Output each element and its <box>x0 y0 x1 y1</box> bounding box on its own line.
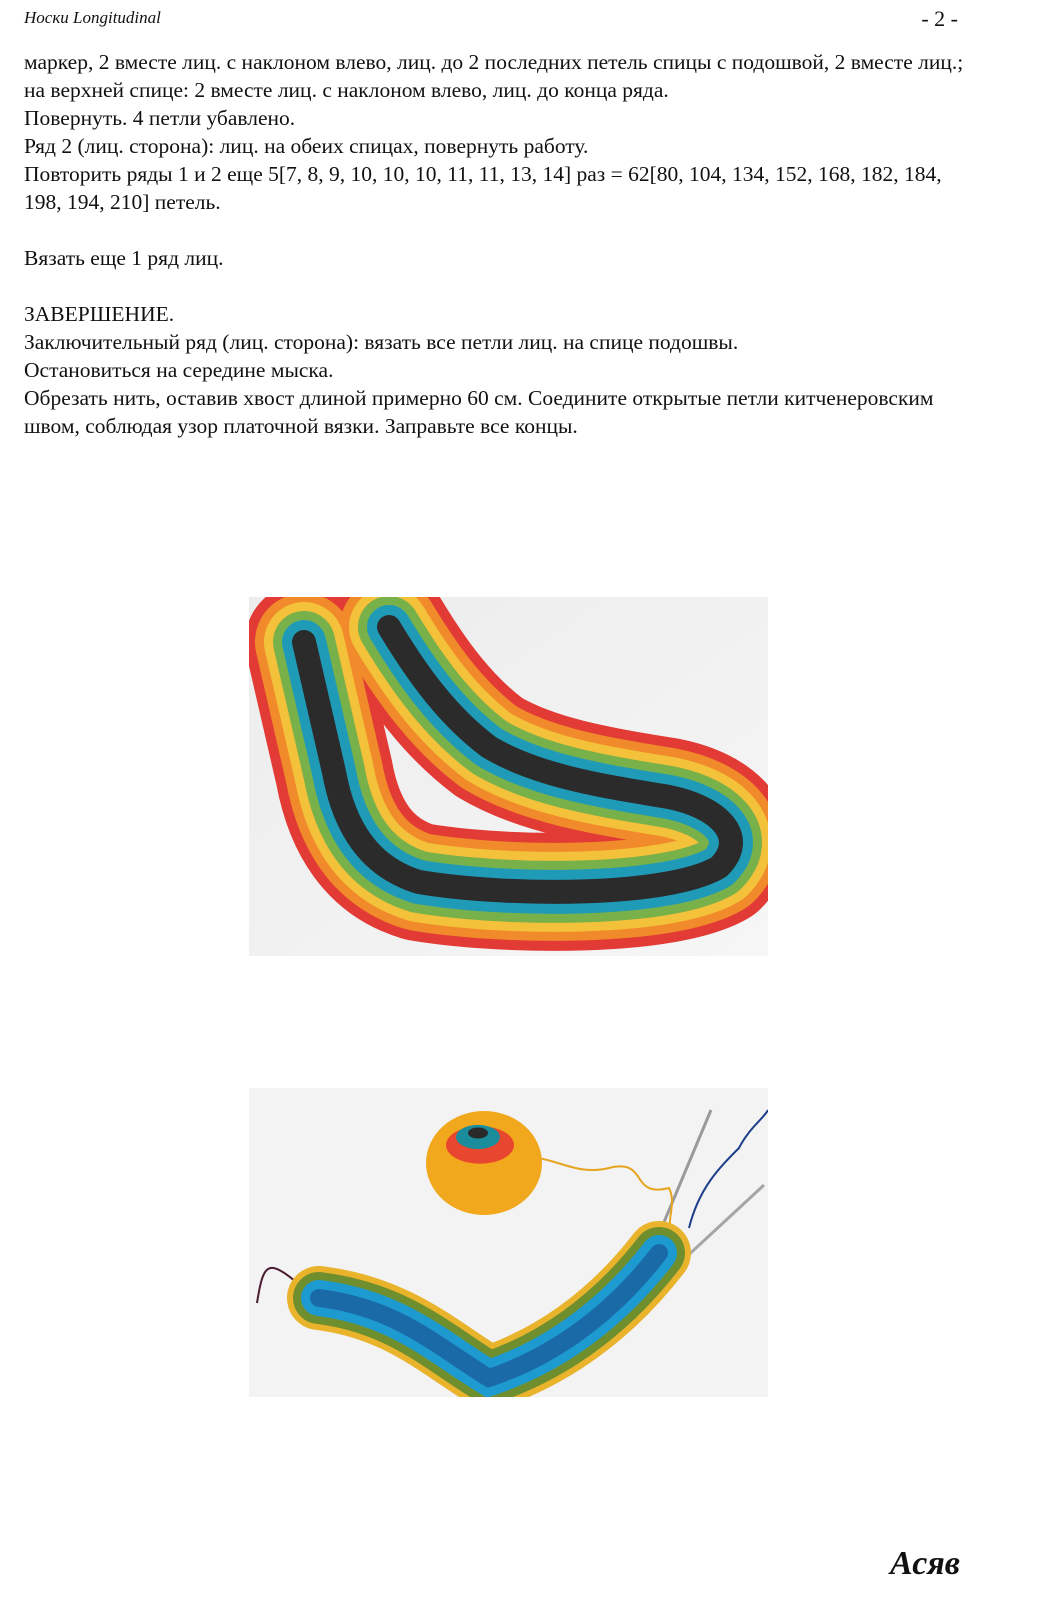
paragraph: Повернуть. 4 петли убавлено. <box>24 106 296 130</box>
paragraph: Повторить ряды 1 и 2 еще 5[7, 8, 9, 10, 10, 10, 11, 11, 13, 14] раз = 62[80, 104, 134, 152, 168, 182, 184, 198, 194, 210] петель. <box>24 162 942 214</box>
document-body <box>24 48 984 440</box>
section-heading: ЗАВЕРШЕНИЕ. <box>24 302 175 326</box>
paragraph: маркер, 2 вместе лиц. с наклоном влево, лиц. до 2 последних петель спицы с подошвой, 2 вместе лиц.; на верхней спице: 2 вместе лиц. с наклоном влево, лиц. до конца ряда. <box>24 50 964 102</box>
paragraph: Ряд 2 (лиц. сторона): лиц. на обеих спицах, повернуть работу. <box>24 134 589 158</box>
paragraph: Заключительный ряд (лиц. сторона): вязать все петли лиц. на спице подошвы. <box>24 330 739 354</box>
work-in-progress-photo <box>249 1088 768 1397</box>
paragraph: Остановиться на середине мыска. <box>24 358 334 382</box>
yarn-ball-layer <box>468 1128 488 1139</box>
paragraph: Обрезать нить, оставив хвост длиной примерно 60 см. Соедините открытые петли китченеровским швом, соблюдая узор платочной вязки. Заправьте все концы. <box>24 386 934 438</box>
paragraph: Вязать еще 1 ряд лиц. <box>24 246 224 270</box>
wip-illustration <box>249 1088 768 1397</box>
author-signature: Асяв <box>890 1545 960 1582</box>
sock-illustration <box>249 597 768 956</box>
page-number: - 2 - <box>921 6 958 31</box>
running-title: Носки Longitudinal <box>24 8 161 27</box>
finished-sock-photo <box>249 597 768 956</box>
